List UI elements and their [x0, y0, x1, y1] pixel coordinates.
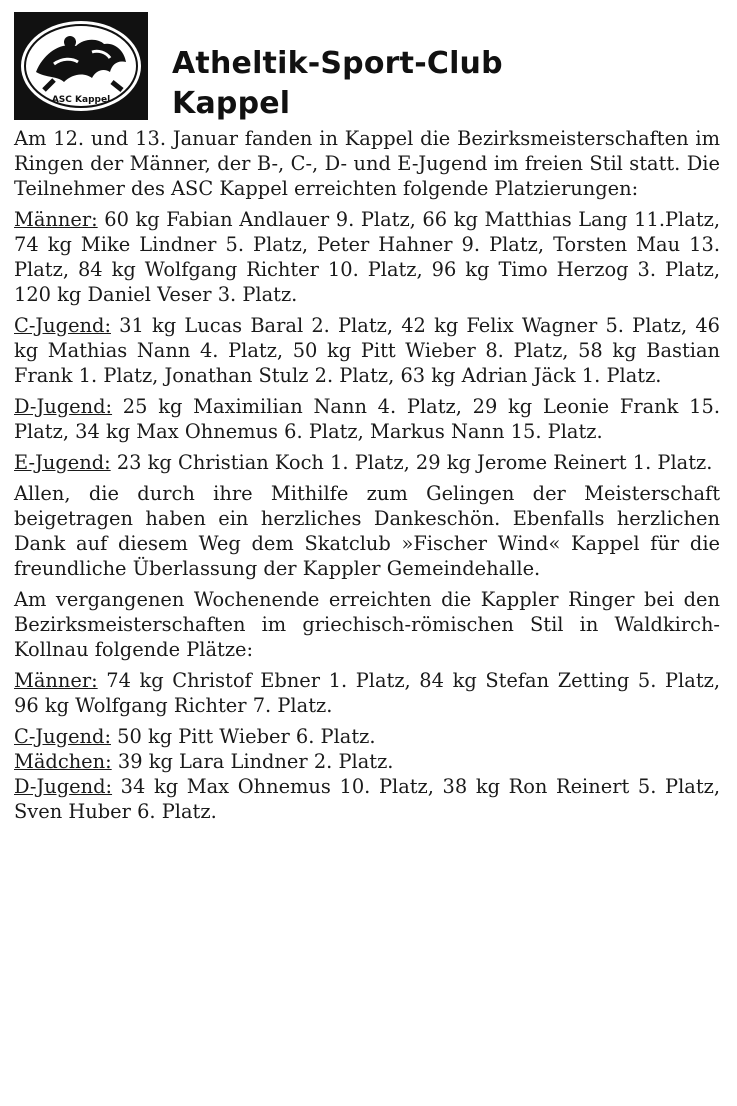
paragraph-maenner-freistil: [14, 207, 720, 307]
paragraph-text: 31 kg Lucas Baral 2. Platz, 42 kg Felix Wagner 5. Platz, 46 kg Mathias Nann 4. Platz, 50 kg Pitt Wieber 8. Platz, 58 kg Bastian Frank 1. Platz, Jonathan Stulz 2. Platz, 63 kg Adrian Jäck 1. Platz.: [14, 314, 720, 387]
category-label: Männer:: [14, 669, 98, 692]
paragraph-text: 50 kg Pitt Wieber 6. Platz.: [110, 725, 376, 748]
category-label: D-Jugend:: [14, 395, 113, 418]
paragraph-maedchen-greco: [14, 749, 720, 774]
paragraph-e-jugend-freistil: [14, 450, 720, 475]
paragraph-thanks: [14, 481, 720, 581]
paragraph-greco-intro: [14, 587, 720, 662]
category-label: D-Jugend:: [14, 775, 113, 798]
paragraph-text: 60 kg Fabian Andlauer 9. Platz, 66 kg Matthias Lang 11.Platz, 74 kg Mike Lindner 5. Platz, Peter Hahner 9. Platz, Torsten Mau 13. Platz, 84 kg Wolfgang Richter 10. Platz, 96 kg Timo Herzog 3. Platz, 120 kg Daniel Veser 3. Platz.: [14, 208, 720, 306]
paragraph-c-jugend-freistil: [14, 313, 720, 388]
paragraph-text: 34 kg Max Ohnemus 10. Platz, 38 kg Ron Reinert 5. Platz, Sven Huber 6. Platz.: [14, 775, 720, 823]
paragraph-text: Am 12. und 13. Januar fanden in Kappel die Bezirksmeisterschaften im Ringen der Männer, der B-, C-, D- und E-Jugend im freien Stil statt. Die Teilnehmer des ASC Kappel erreichten folgende Platzierungen:: [14, 127, 720, 200]
paragraph-text: 25 kg Maximilian Nann 4. Platz, 29 kg Leonie Frank 15. Platz, 34 kg Max Ohnemus 6. Platz, Markus Nann 15. Platz.: [14, 395, 720, 443]
title-line-1: Atheltik-Sport-Club: [172, 46, 503, 81]
logo-text: ASC Kappel: [51, 95, 111, 105]
paragraph-text: 23 kg Christian Koch 1. Platz, 29 kg Jerome Reinert 1. Platz.: [110, 451, 713, 474]
article-body: [14, 126, 720, 830]
paragraph-d-jugend-greco: [14, 774, 720, 824]
paragraph-text: 74 kg Christof Ebner 1. Platz, 84 kg Stefan Zetting 5. Platz, 96 kg Wolfgang Richter 7. Platz.: [14, 669, 720, 717]
title-line-2: Kappel: [172, 86, 291, 121]
club-logo: [14, 12, 148, 120]
paragraph-intro: [14, 126, 720, 201]
paragraph-text: Allen, die durch ihre Mithilfe zum Gelingen der Meisterschaft beigetragen haben ein herzliches Dankeschön. Ebenfalls herzlichen Dank auf diesem Weg dem Skatclub »Fischer Wind« Kappel für die freundliche Überlassung der Kappler Gemeindehalle.: [14, 482, 720, 580]
category-label: Männer:: [14, 208, 98, 231]
paragraph-text: 39 kg Lara Lindner 2. Platz.: [111, 750, 394, 773]
paragraph-c-jugend-greco: [14, 724, 720, 749]
category-label: C-Jugend:: [14, 725, 111, 748]
category-label: Mädchen:: [14, 750, 112, 773]
category-label: C-Jugend:: [14, 314, 111, 337]
category-label: E-Jugend:: [14, 451, 111, 474]
article-title: [172, 44, 503, 124]
paragraph-d-jugend-freistil: [14, 394, 720, 444]
article-header: [14, 12, 724, 120]
paragraph-maenner-greco: [14, 668, 720, 718]
paragraph-text: Am vergangenen Wochenende erreichten die Kappler Ringer bei den Bezirksmeisterschaften im griechisch-römischen Stil in Waldkirch-Kollnau folgende Plätze:: [14, 588, 720, 661]
